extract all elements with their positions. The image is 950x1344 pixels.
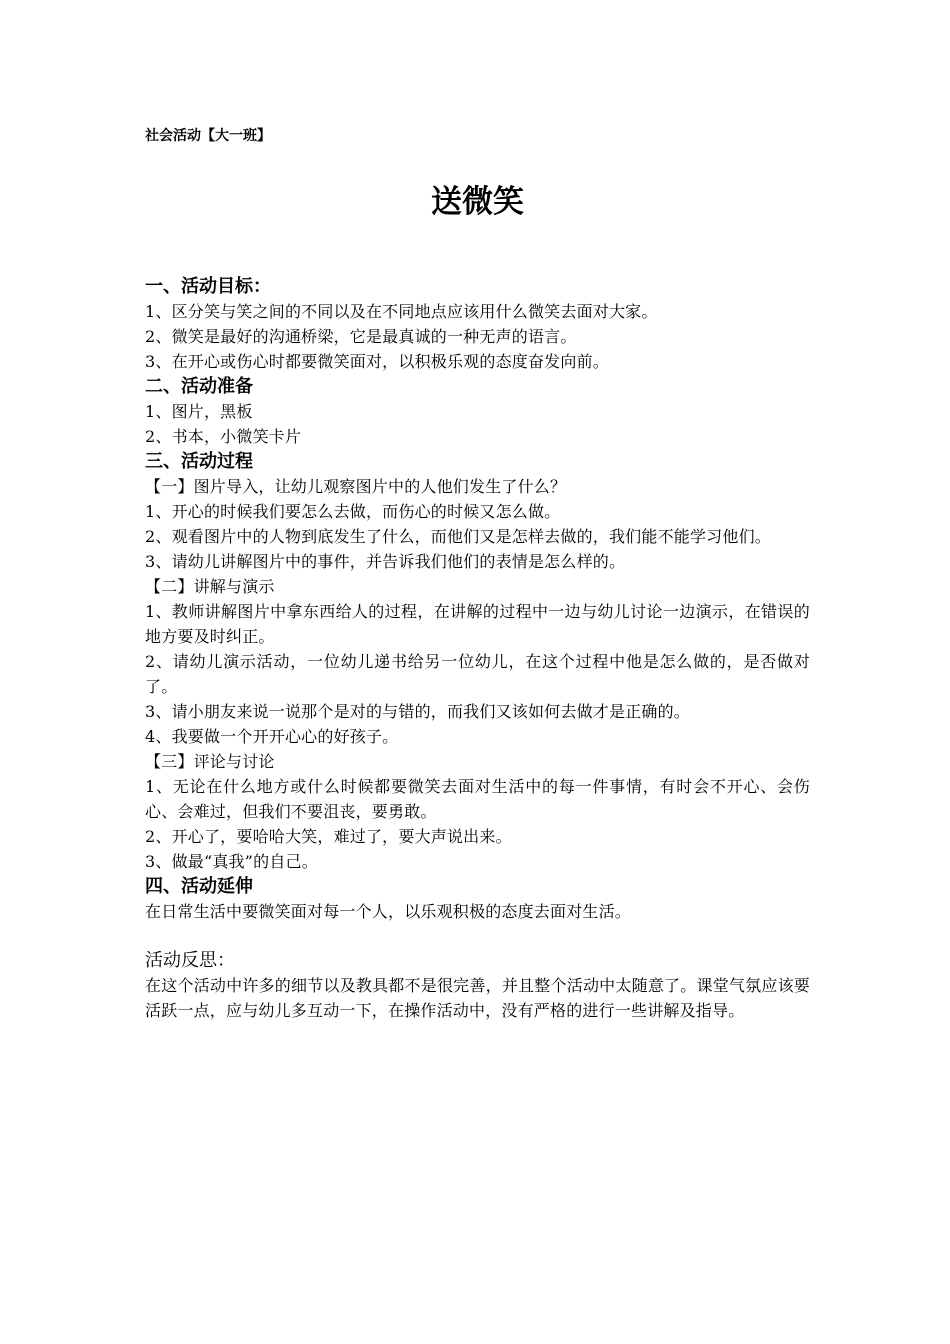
section-heading: 四、活动延伸	[145, 876, 253, 897]
section-process	[145, 449, 810, 874]
section-goals	[145, 274, 810, 374]
paragraph: 3、请幼儿讲解图片中的事件，并告诉我们他们的表情是怎么样的。	[145, 552, 626, 571]
spacer	[145, 924, 810, 948]
reflection-heading: 活动反思：	[145, 950, 235, 971]
section-heading: 三、活动过程	[145, 451, 253, 472]
paragraph: 2、微笑是最好的沟通桥梁，它是最真诚的一种无声的语言。	[145, 327, 577, 346]
paragraph: 在日常生活中要微笑面对每一个人，以乐观积极的态度去面对生活。	[145, 902, 632, 921]
section-preparation	[145, 374, 810, 449]
paragraph: 1、开心的时候我们要怎么去做，而伤心的时候又怎么做。	[145, 502, 561, 521]
paragraph: 3、做最“真我”的自己。	[145, 852, 318, 871]
document-body	[145, 126, 810, 1023]
paragraph: 2、观看图片中的人物到底发生了什么，而他们又是怎样去做的，我们能不能学习他们。	[145, 527, 771, 546]
paragraph: 2、开心了，要哈哈大笑，难过了，要大声说出来。	[145, 827, 512, 846]
paragraph: 【三】评论与讨论	[145, 752, 275, 771]
paragraph: 3、请小朋友来说一说那个是对的与错的，而我们又该如何去做才是正确的。	[145, 702, 690, 721]
section-heading: 二、活动准备	[145, 376, 253, 397]
paragraph: 1、教师讲解图片中拿东西给人的过程，在讲解的过程中一边与幼儿讨论一边演示，在错误的地方要及时纠正。	[145, 602, 810, 646]
paragraph: 【二】讲解与演示	[145, 577, 275, 596]
section-extension	[145, 874, 810, 924]
paragraph: 4、我要做一个开开心心的好孩子。	[145, 727, 399, 746]
section-reflection	[145, 948, 810, 1023]
document-title: 送微笑	[431, 184, 524, 220]
class-label: 社会活动【大一班】	[145, 128, 271, 144]
paragraph: 2、请幼儿演示活动，一位幼儿递书给另一位幼儿，在这个过程中他是怎么做的，是否做对了。	[145, 652, 810, 696]
reflection-paragraph: 在这个活动中许多的细节以及教具都不是很完善，并且整个活动中太随意了。课堂气氛应该要活跃一点，应与幼儿多互动一下，在操作活动中，没有严格的进行一些讲解及指导。	[145, 976, 810, 1020]
paragraph: 1、图片，黑板	[145, 402, 253, 421]
paragraph: 3、在开心或伤心时都要微笑面对，以积极乐观的态度奋发向前。	[145, 352, 609, 371]
paragraph: 1、区分笑与笑之间的不同以及在不同地点应该用什么微笑去面对大家。	[145, 302, 658, 321]
paragraph: 2、书本，小微笑卡片	[145, 427, 302, 446]
paragraph: 【一】图片导入，让幼儿观察图片中的人他们发生了什么？	[145, 477, 567, 496]
paragraph: 1、无论在什么地方或什么时候都要微笑去面对生活中的每一件事情，有时会不开心、会伤心、会难过，但我们不要沮丧，要勇敢。	[145, 777, 810, 821]
section-heading: 一、活动目标：	[145, 276, 271, 297]
